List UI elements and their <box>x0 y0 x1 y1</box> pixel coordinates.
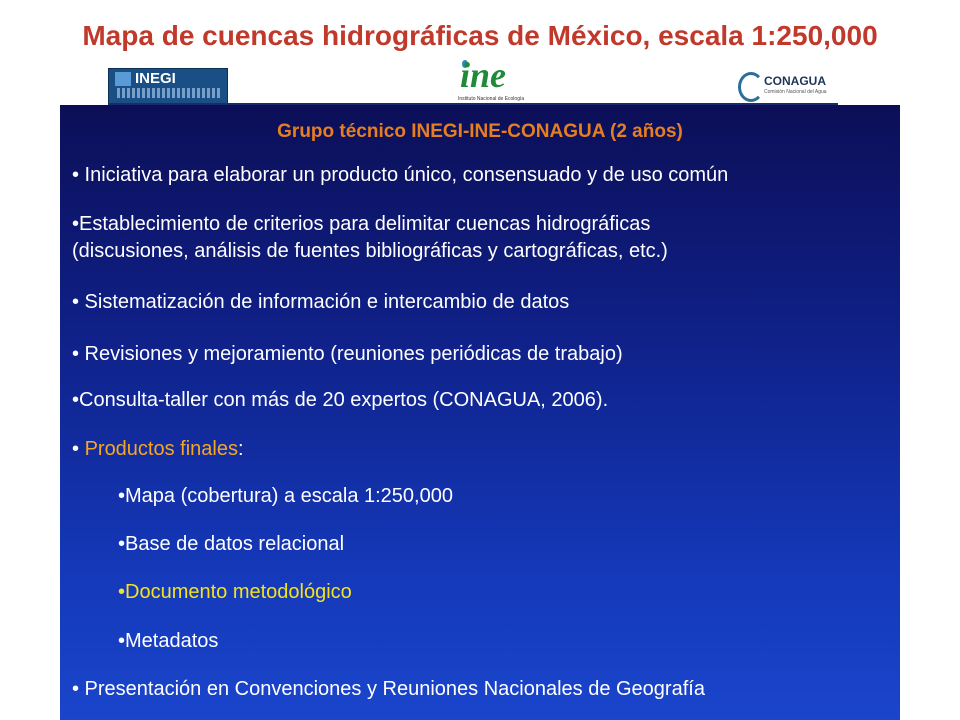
inegi-logo-subtext-icon <box>117 88 221 98</box>
inegi-logo <box>108 68 228 104</box>
bullet-productos-colon: : <box>237 438 244 460</box>
sub-bullet-mapa: •Mapa (cobertura) a escala 1:250,000 <box>118 485 453 507</box>
bullet-criterios-line2: (discusiones, análisis de fuentes bibliográficas y cartográficas, etc.) <box>72 240 668 262</box>
bullet-revisiones: • Revisiones y mejoramiento (reuniones periódicas de trabajo) <box>72 343 623 365</box>
conagua-logo-text: CONAGUA <box>764 74 826 88</box>
bullet-iniciativa: • Iniciativa para elaborar un producto único, consensuado y de uso común <box>72 164 729 186</box>
panel-heading: Grupo técnico INEGI-INE-CONAGUA (2 años) <box>277 121 683 142</box>
ine-logo-caption: Instituto Nacional de Ecología <box>458 96 525 102</box>
sub-bullet-base-datos: •Base de datos relacional <box>118 533 345 555</box>
ine-logo-text: ine <box>460 55 507 95</box>
conagua-logo <box>736 68 838 102</box>
sub-bullet-documento: •Documento metodológico <box>118 581 352 603</box>
bullet-sistematizacion: • Sistematización de información e intercambio de datos <box>72 291 570 313</box>
bullet-consulta: •Consulta-taller con más de 20 expertos (CONAGUA, 2006). <box>72 389 609 411</box>
content-panel <box>60 105 900 720</box>
logo-bar <box>108 55 838 104</box>
bullet-productos <box>72 436 244 462</box>
ine-logo <box>454 55 530 104</box>
sub-bullet-metadatos: •Metadatos <box>118 630 219 652</box>
bullet-criterios-line1: •Establecimiento de criterios para delimitar cuencas hidrográficas <box>72 213 651 235</box>
page-title: Mapa de cuencas hidrográficas de México, escala 1:250,000 <box>82 20 878 51</box>
conagua-logo-caption: Comisión Nacional del Agua <box>764 89 827 95</box>
inegi-logo-text: INEGI <box>135 70 176 87</box>
bullet-productos-label: Productos finales <box>84 438 238 460</box>
bullet-presentacion: • Presentación en Convenciones y Reuniones Nacionales de Geografía <box>72 678 705 700</box>
inegi-mark-icon <box>115 72 131 86</box>
conagua-swirl-icon <box>738 72 764 102</box>
bullet-productos-marker: • <box>72 438 85 460</box>
